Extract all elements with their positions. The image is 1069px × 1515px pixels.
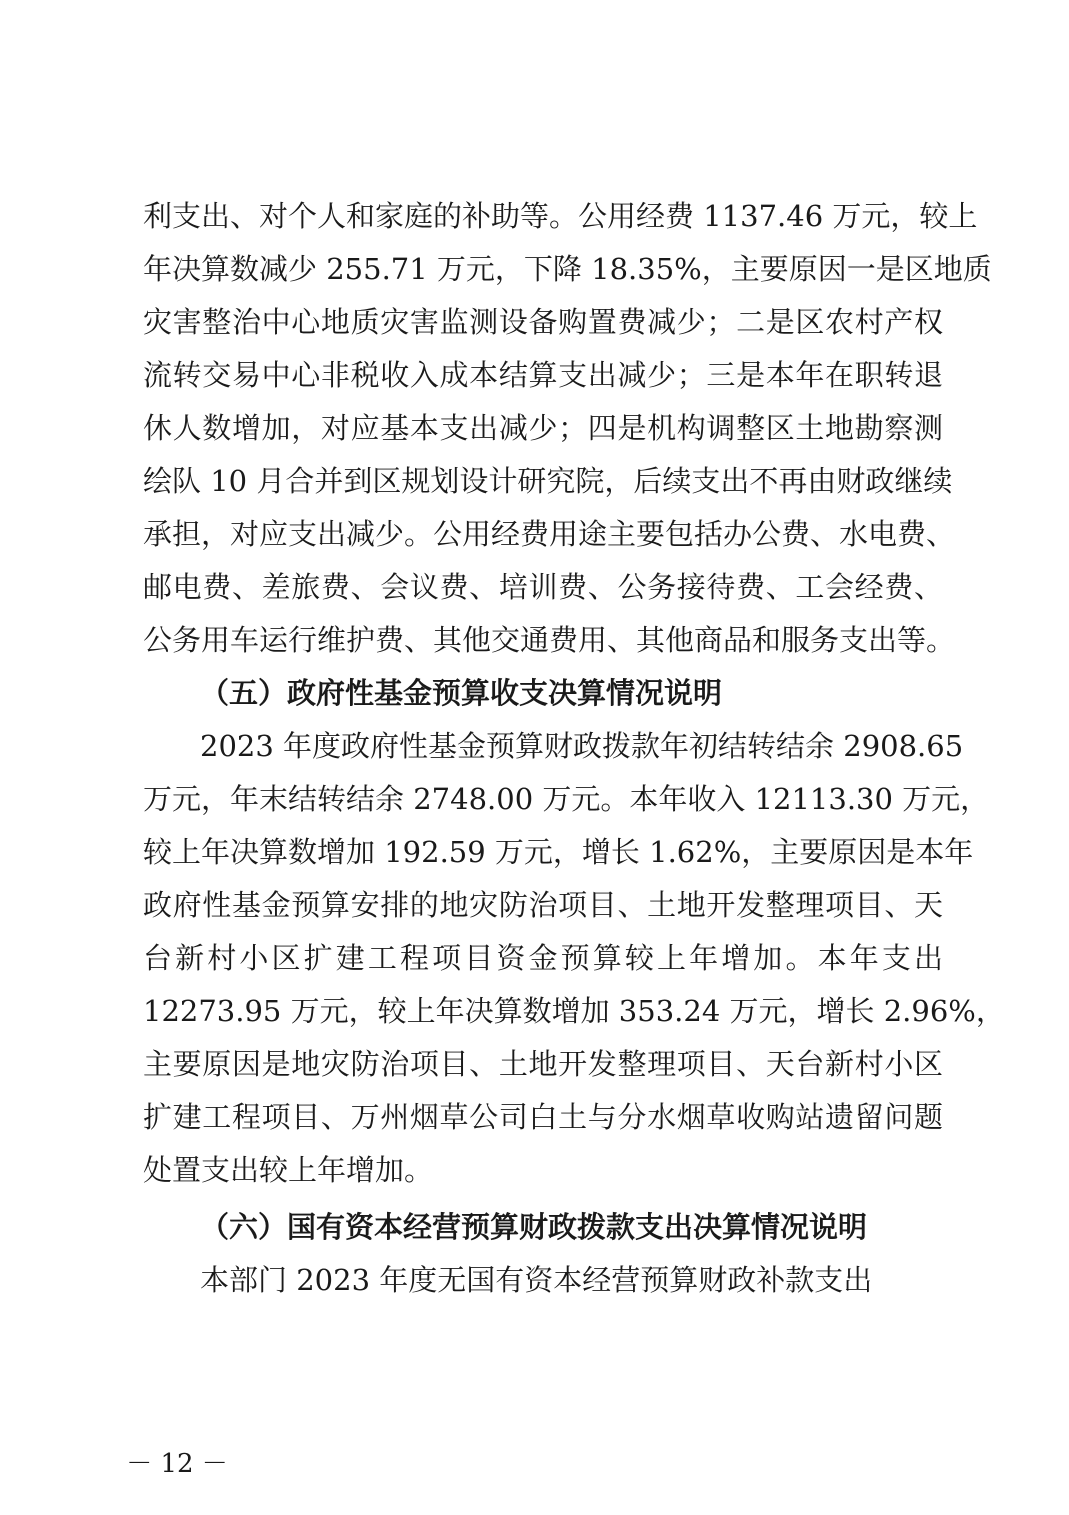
paragraph-line: 主要原因是地灾防治项目、土地开发整理项目、天台新村小区: [143, 1047, 943, 1081]
paragraph-line: 万元，年末结转结余 2748.00 万元。本年收入 12113.30 万元，: [143, 782, 990, 816]
page-number: － 12 －: [126, 1449, 228, 1479]
paragraph-line: 承担，对应支出减少。公用经费用途主要包括办公费、水电费、: [143, 517, 956, 551]
section-heading: （五）政府性基金预算收支决算情况说明: [200, 676, 723, 710]
paragraph-line: 较上年决算数增加 192.59 万元，增长 1.62%，主要原因是本年: [143, 835, 974, 869]
paragraph-line: 12273.95 万元，较上年决算数增加 353.24 万元，增长 2.96%，: [143, 994, 1005, 1028]
paragraph-line: 年决算数减少 255.71 万元，下降 18.35%，主要原因一是区地质: [143, 252, 992, 286]
paragraph-line: 扩建工程项目、万州烟草公司白土与分水烟草收购站遗留问题: [143, 1100, 943, 1134]
paragraph-line: 利支出、对个人和家庭的补助等。公用经费 1137.46 万元，较上: [143, 199, 978, 233]
paragraph-line: 流转交易中心非税收入成本结算支出减少；三是本年在职转退: [143, 358, 943, 392]
paragraph-line: 处置支出较上年增加。: [143, 1153, 434, 1187]
paragraph-line: 公务用车运行维护费、其他交通费用、其他商品和服务支出等。: [143, 623, 956, 657]
paragraph-line: 灾害整治中心地质灾害监测设备购置费减少；二是区农村产权: [143, 305, 943, 339]
section-heading: （六）国有资本经营预算财政拨款支出决算情况说明: [200, 1210, 868, 1244]
paragraph-line: 本部门 2023 年度无国有资本经营预算财政补款支出: [200, 1263, 873, 1297]
paragraph-line: 休人数增加，对应基本支出减少；四是机构调整区土地勘察测: [143, 411, 943, 445]
paragraph-line: 台新村小区扩建工程项目资金预算较上年增加。本年支出: [143, 941, 943, 975]
paragraph-line: 政府性基金预算安排的地灾防治项目、土地开发整理项目、天: [143, 888, 943, 922]
page-body: [143, 190, 1005, 1307]
paragraph-line: 邮电费、差旅费、会议费、培训费、公务接待费、工会经费、: [143, 570, 943, 604]
paragraph-line: 绘队 10 月合并到区规划设计研究院，后续支出不再由财政继续: [143, 464, 953, 498]
paragraph-line: 2023 年度政府性基金预算财政拨款年初结转结余 2908.65: [200, 729, 964, 763]
